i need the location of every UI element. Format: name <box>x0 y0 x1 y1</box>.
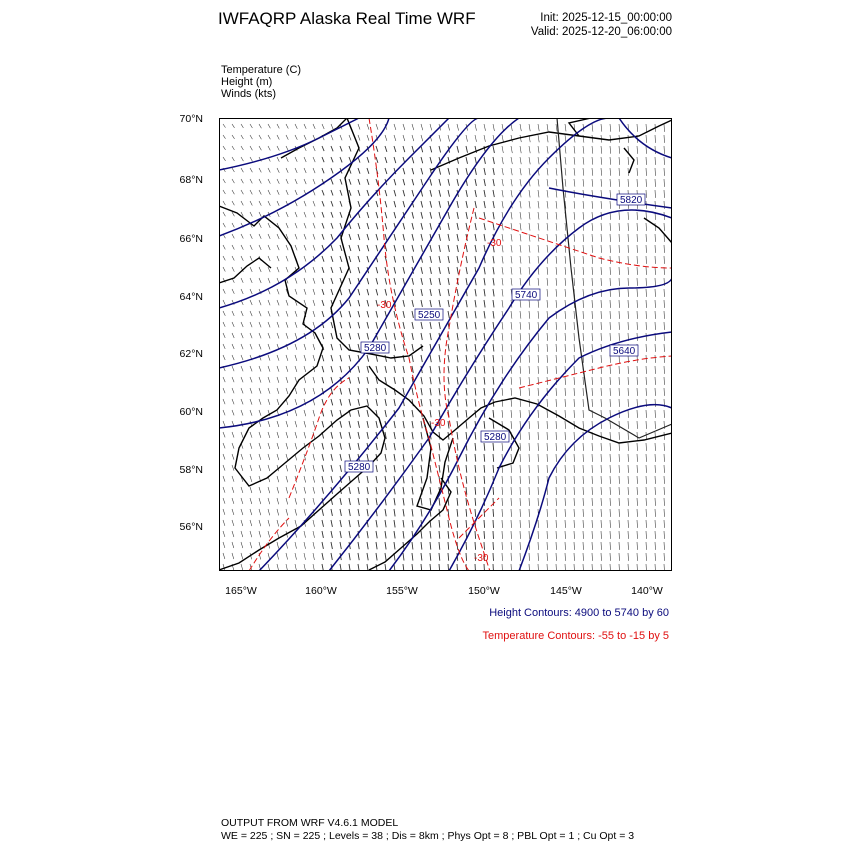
lat-label: 58°N <box>179 464 203 476</box>
lat-label: 70°N <box>179 113 203 125</box>
lat-label: 60°N <box>179 406 203 418</box>
height-label <box>481 431 509 443</box>
map-panel <box>219 118 672 571</box>
wind-barbs <box>223 124 665 571</box>
svg-text:5250: 5250 <box>418 310 441 321</box>
height-label <box>415 309 443 321</box>
temperature-label: -30 <box>474 553 489 564</box>
height-label <box>361 342 389 354</box>
field-height: Height (m) <box>221 76 273 88</box>
lon-label: 160°W <box>305 585 337 597</box>
svg-text:5640: 5640 <box>613 346 636 357</box>
svg-text:5740: 5740 <box>515 290 538 301</box>
svg-text:5280: 5280 <box>484 432 507 443</box>
lon-label: 155°W <box>386 585 418 597</box>
temperature-label: -30 <box>487 238 502 249</box>
footer-model: OUTPUT FROM WRF V4.6.1 MODEL <box>221 817 399 829</box>
temperature-label: -30 <box>431 418 446 429</box>
height-label <box>610 345 638 357</box>
lon-label: 145°W <box>550 585 582 597</box>
contour-label-layer <box>345 194 645 564</box>
lon-label: 140°W <box>631 585 663 597</box>
height-label <box>345 461 373 473</box>
field-winds: Winds (kts) <box>221 88 276 100</box>
height-label <box>512 289 540 301</box>
svg-text:5820: 5820 <box>620 195 643 206</box>
temperature-contours <box>249 118 672 571</box>
init-time: Init: 2025-12-15_00:00:00 <box>540 12 672 24</box>
field-temperature: Temperature (C) <box>221 64 302 76</box>
svg-text:5280: 5280 <box>348 462 371 473</box>
valid-time: Valid: 2025-12-20_06:00:00 <box>530 26 672 38</box>
temperature-contour-note: Temperature Contours: -55 to -15 by 5 <box>482 630 669 642</box>
lon-label: 165°W <box>225 585 257 597</box>
height-label <box>617 194 645 206</box>
lat-label: 62°N <box>179 348 203 360</box>
plot-title: IWFAQRP Alaska Real Time WRF <box>218 9 476 28</box>
temperature-label: -30 <box>377 300 392 311</box>
lat-label: 66°N <box>179 233 203 245</box>
lat-label: 56°N <box>179 521 203 533</box>
lat-label: 64°N <box>179 291 203 303</box>
svg-text:5280: 5280 <box>364 343 387 354</box>
height-contour-note: Height Contours: 4900 to 5740 by 60 <box>489 607 669 619</box>
lat-label: 68°N <box>179 174 203 186</box>
lon-label: 150°W <box>468 585 500 597</box>
footer-config: WE = 225 ; SN = 225 ; Levels = 38 ; Dis = 8km ; Phys Opt = 8 ; PBL Opt = 1 ; Cu Opt = 3 <box>221 830 635 842</box>
